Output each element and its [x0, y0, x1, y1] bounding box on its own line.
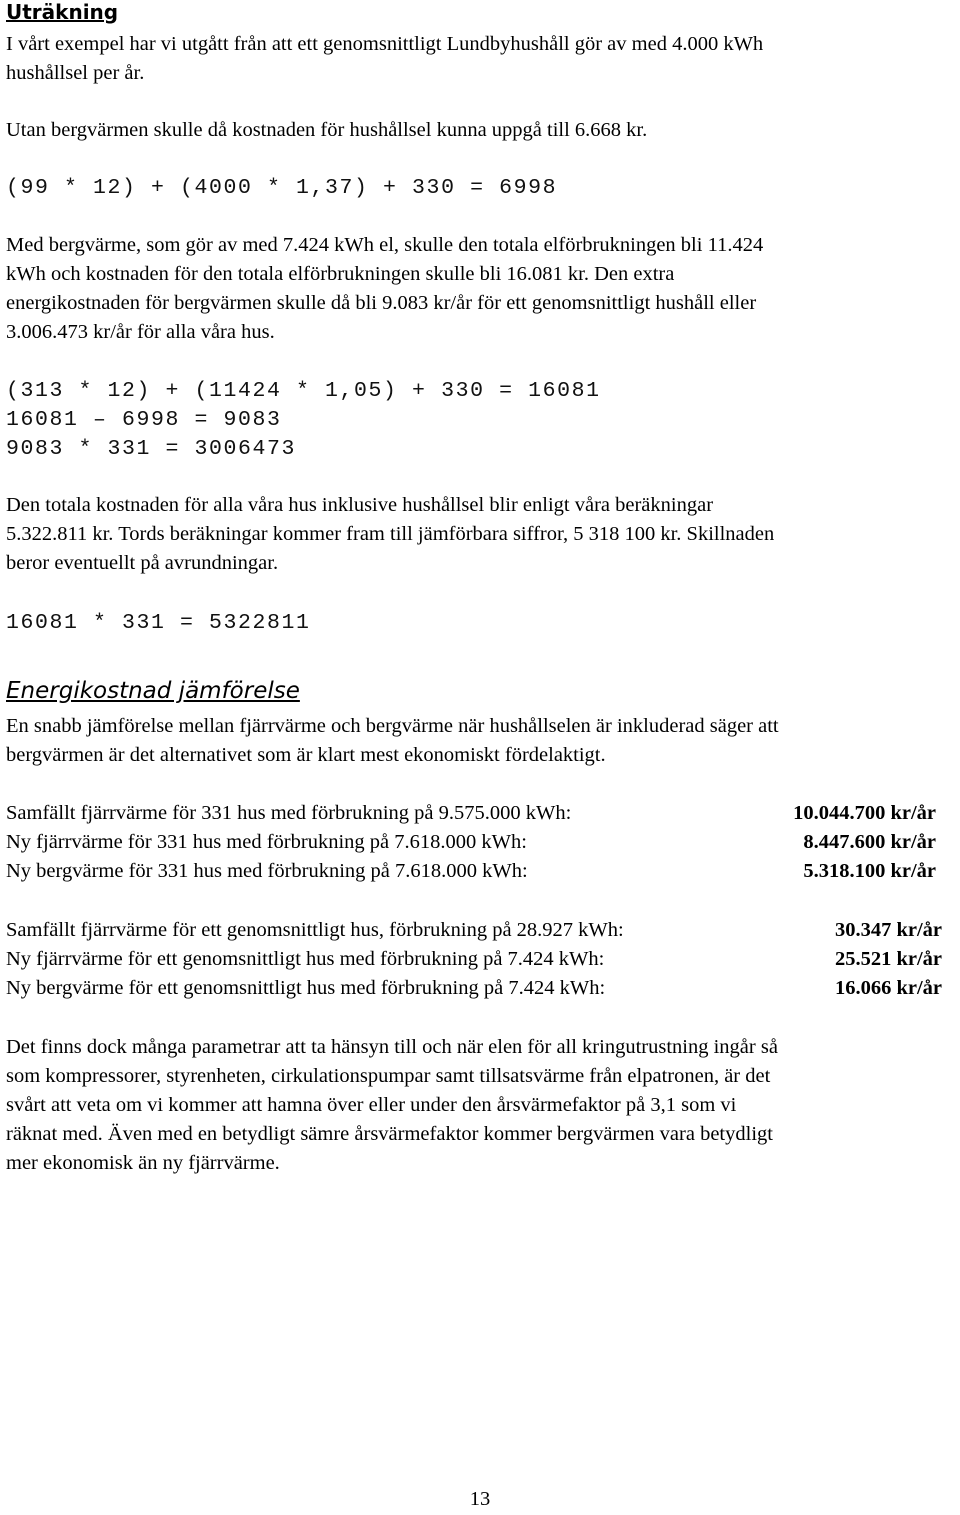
comparison-value: 25.521 kr/år — [834, 948, 942, 970]
comparison-label: Ny fjärrvärme för 331 hus med förbrukning på 7.618.000 kWh: — [6, 831, 527, 853]
paragraph-line: Den totala kostnaden för alla våra hus inklusive hushållsel blir enligt våra beräkningar — [6, 494, 714, 516]
comparison-label: Ny bergvärme för 331 hus med förbrukning på 7.618.000 kWh: — [6, 860, 528, 882]
paragraph-line: I vårt exempel har vi utgått från att ett genomsnittligt Lundbyhushåll gör av med 4.000 kWh — [6, 33, 764, 55]
calculation-line: 16081 – 6998 = 9083 — [6, 408, 282, 432]
paragraph-line: räknat med. Även med en betydligt sämre årsvärmefaktor kommer bergvärmen vara betydligt — [6, 1123, 773, 1145]
paragraph-line: mer ekonomisk än ny fjärrvärme. — [6, 1152, 280, 1174]
paragraph-line: som kompressorer, styrenheten, cirkulationspumpar samt tillsatsvärme från elpatronen, är det — [6, 1065, 771, 1087]
page-number: 13 — [469, 1488, 491, 1510]
paragraph-line: Utan bergvärmen skulle då kostnaden för hushållsel kunna uppgå till 6.668 kr. — [6, 119, 648, 141]
comparison-value: 8.447.600 kr/år — [803, 831, 936, 853]
paragraph-line: hushållsel per år. — [6, 62, 145, 84]
paragraph-line: bergvärmen är det alternativet som är klart mest ekonomiskt fördelaktigt. — [6, 744, 606, 766]
paragraph-line: Det finns dock många parametrar att ta hänsyn till och när elen för all kringutrustning ingår så — [6, 1036, 778, 1058]
paragraph-line: 5.322.811 kr. Tords beräkningar kommer fram till jämförbara siffror, 5 318 100 kr. Skillnaden — [6, 523, 775, 545]
comparison-value: 30.347 kr/år — [834, 919, 942, 941]
paragraph-line: beror eventuellt på avrundningar. — [6, 552, 279, 574]
comparison-label: Ny fjärrvärme för ett genomsnittligt hus med förbrukning på 7.424 kWh: — [6, 948, 605, 970]
paragraph-line: energikostnaden för bergvärmen skulle då bli 9.083 kr/år för ett genomsnittligt hushåll eller — [6, 292, 757, 314]
comparison-label: Samfällt fjärrvärme för ett genomsnittligt hus, förbrukning på 28.927 kWh: — [6, 919, 624, 941]
paragraph-line: 3.006.473 kr/år för alla våra hus. — [6, 321, 275, 343]
comparison-value: 10.044.700 kr/år — [793, 802, 936, 824]
calculation-line: 16081 * 331 = 5322811 — [6, 611, 311, 635]
paragraph-line: svårt att veta om vi kommer att hamna över eller under den årsvärmefaktor på 3,1 som vi — [6, 1094, 737, 1116]
section-heading-energikostnad: Energikostnad jämförelse — [6, 678, 300, 704]
calculation-line: (99 * 12) + (4000 * 1,37) + 330 = 6998 — [6, 176, 558, 200]
paragraph-line: kWh och kostnaden för den totala elförbrukningen skulle bli 16.081 kr. Den extra — [6, 263, 675, 285]
comparison-value: 16.066 kr/år — [834, 977, 942, 999]
paragraph-line: En snabb jämförelse mellan fjärrvärme och bergvärme när hushållselen är inkluderad säger att — [6, 715, 779, 737]
section-heading-utrakning: Uträkning — [6, 0, 119, 24]
comparison-label: Ny bergvärme för ett genomsnittligt hus med förbrukning på 7.424 kWh: — [6, 977, 606, 999]
calculation-line: 9083 * 331 = 3006473 — [6, 437, 297, 461]
comparison-value: 5.318.100 kr/år — [803, 860, 936, 882]
calculation-line: (313 * 12) + (11424 * 1,05) + 330 = 16081 — [6, 379, 601, 403]
comparison-label: Samfällt fjärrvärme för 331 hus med förbrukning på 9.575.000 kWh: — [6, 802, 572, 824]
paragraph-line: Med bergvärme, som gör av med 7.424 kWh el, skulle den totala elförbrukningen bli 11.424 — [6, 234, 764, 256]
